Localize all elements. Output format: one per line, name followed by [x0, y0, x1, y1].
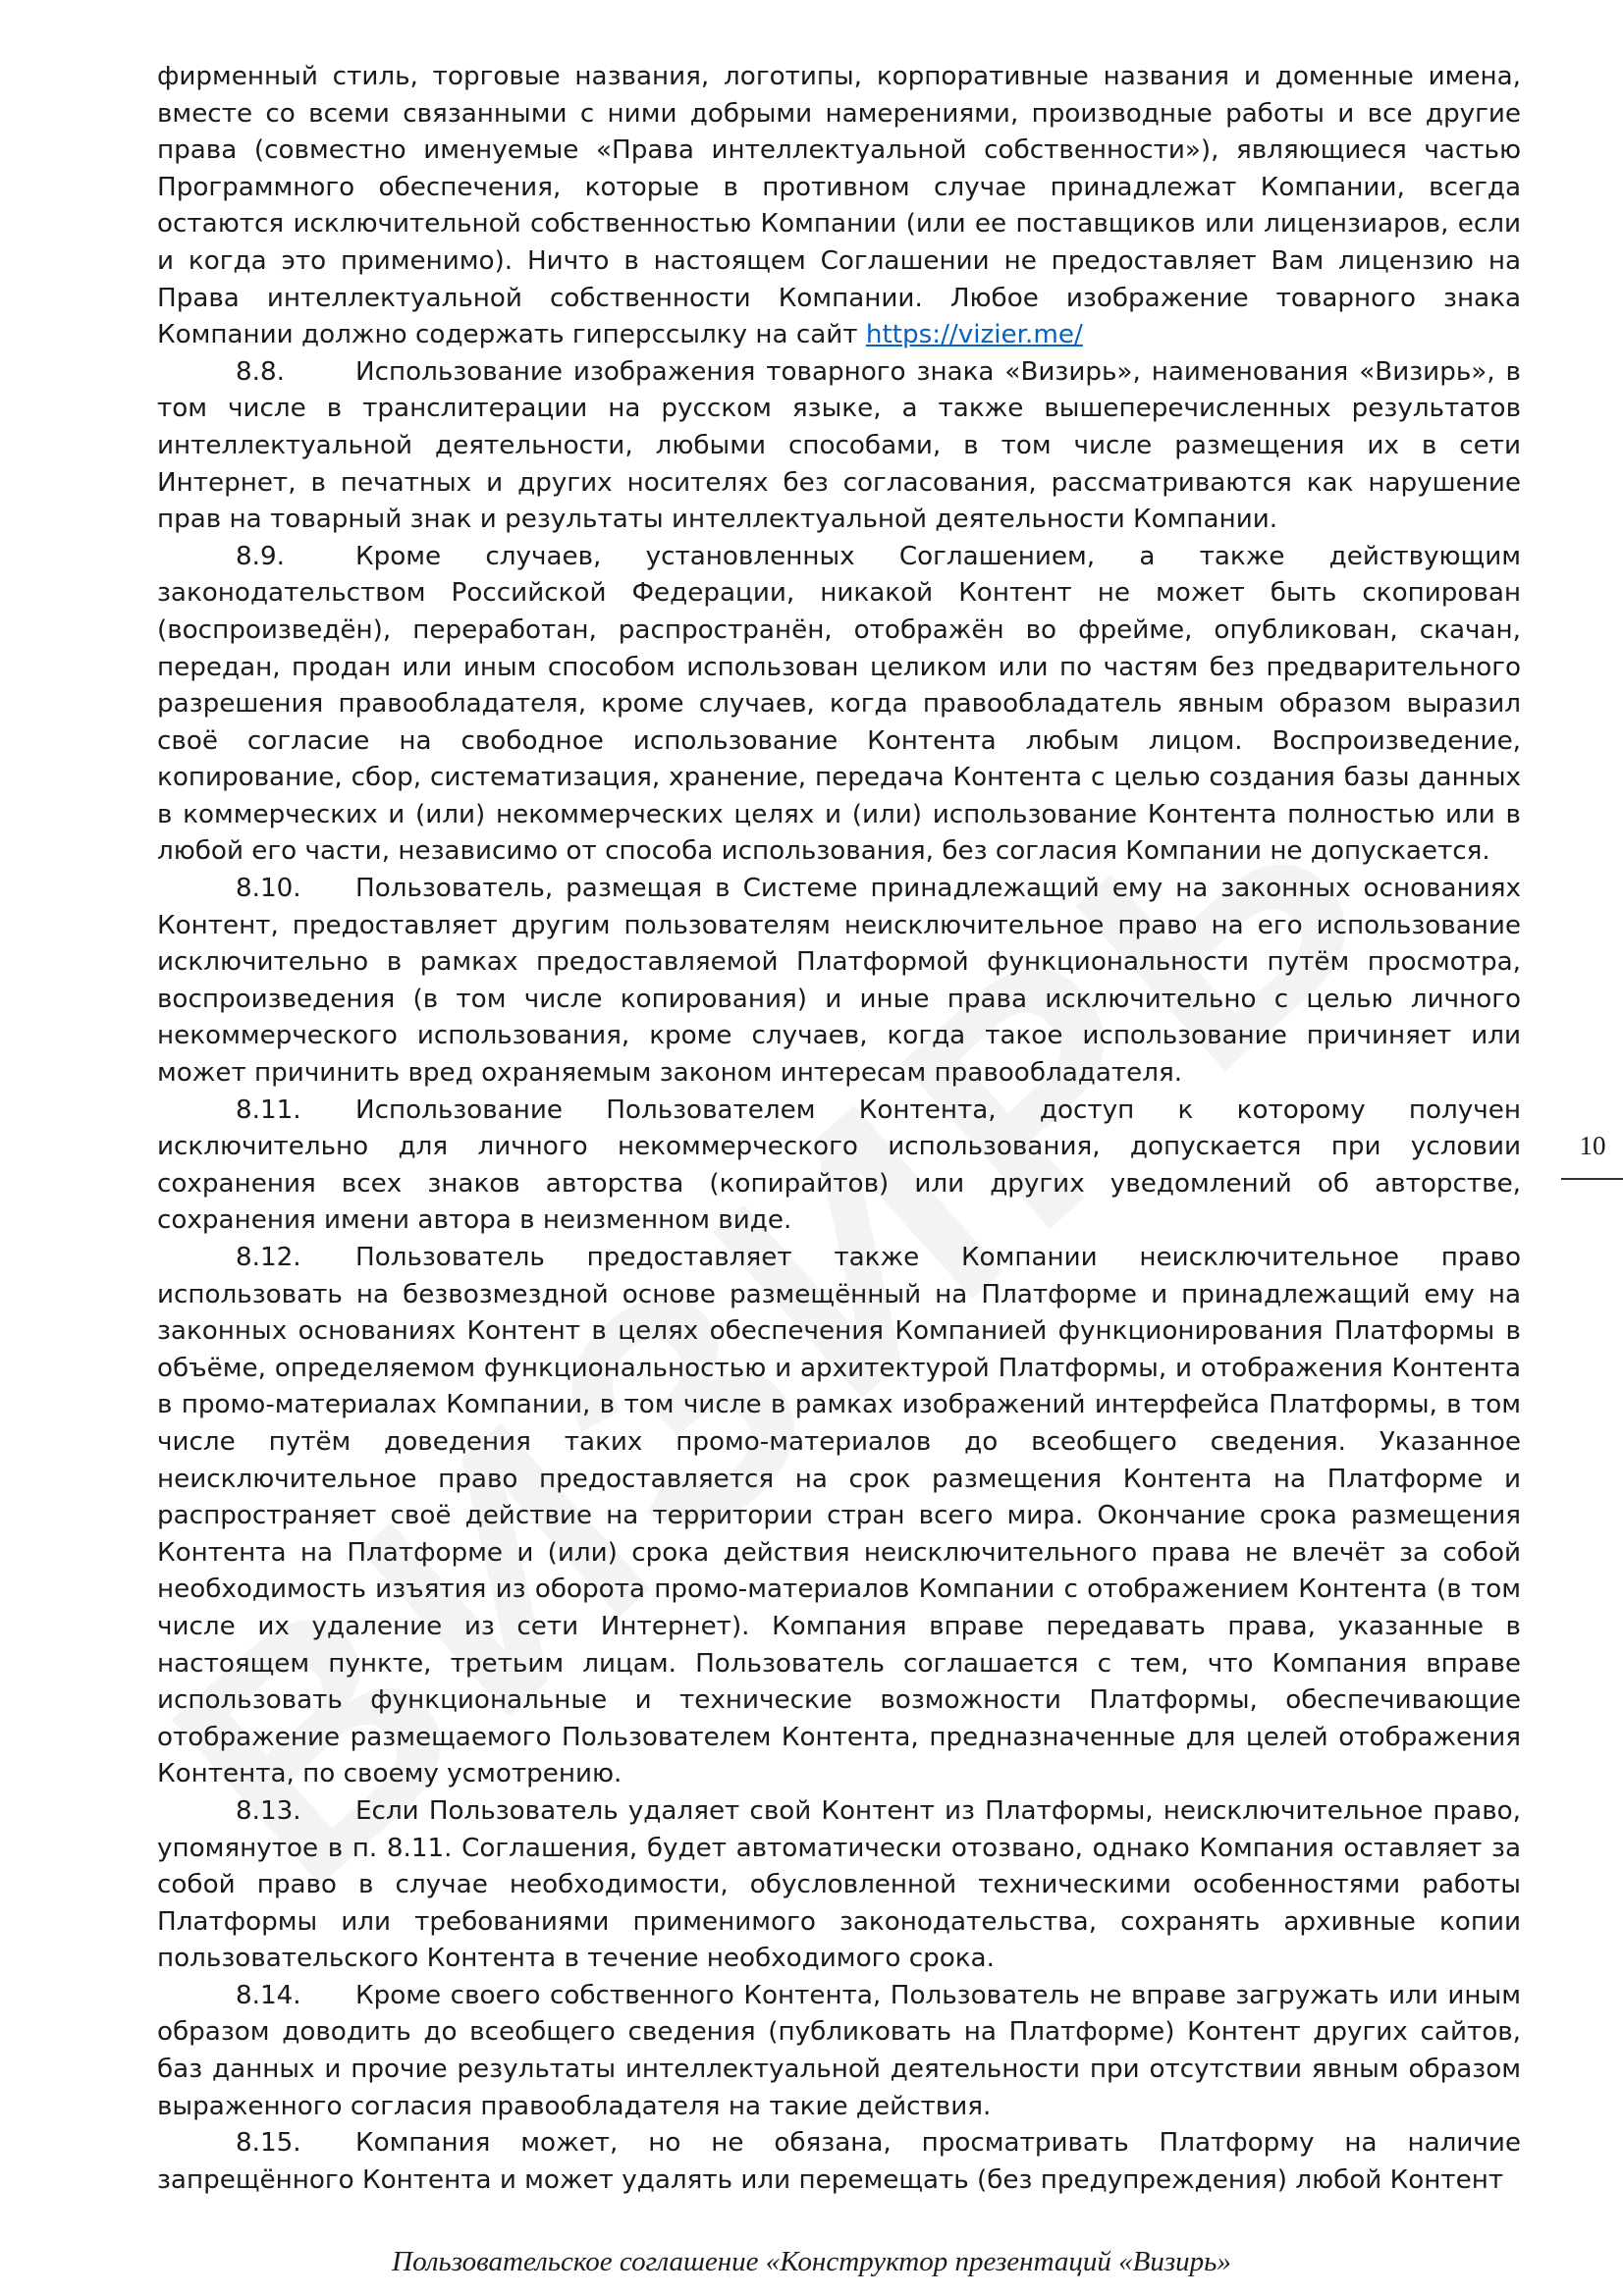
clause-text: Кроме своего собственного Контента, Пользователь не вправе загружать или иным образом доводить до всеобщего сведения (публиковать на Платформе) Контент других сайтов, баз данных и прочие результаты интеллектуальной деятельности при отсутствии явным образом выраженного согласия правообладателя на такие действия.: [157, 1980, 1521, 2121]
clause-text: Кроме случаев, установленных Соглашением, а также действующим законодательством Российской Федерации, никакой Контент не может быть скопирован (воспроизведён), переработан, распространён, отображён во фрейме, опубликован, скачан, передан, продан или иным способом использован целиком или по частям без предварительного разрешения правообладателя, кроме случаев, когда правообладатель явным образом выразил своё согласие на свободное использование Контента любым лицом. Воспроизведение, копирование, сбор, систематизация, хранение, передача Контента с целью создания базы данных в коммерческих и (или) некоммерческих целях и (или) использование Контента полностью или в любой его части, независимо от способа использования, без согласия Компании не допускается.: [157, 541, 1521, 867]
page-number-rule: [1561, 1178, 1623, 1180]
clause-8-12: [157, 1240, 1521, 1793]
clause-number: 8.11.: [236, 1095, 301, 1125]
document-body: [157, 59, 1521, 2199]
vizier-link[interactable]: https://vizier.me/: [865, 320, 1083, 350]
clause-8-9: [157, 539, 1521, 871]
clause-number: 8.13.: [236, 1795, 301, 1826]
clause-number: 8.9.: [236, 541, 285, 571]
clause-8-8: [157, 354, 1521, 539]
clause-text: Компания может, но не обязана, просматривать Платформу на наличие запрещённого Контента и может удалять или перемещать (без предупреждения) любой Контент: [157, 2128, 1521, 2195]
clause-text: Пользователь, размещая в Системе принадлежащий ему на законных основаниях Контент, предоставляет другим пользователям неисключительное право на его использование исключительно в рамках предоставляемой Платформой функциональности путём просмотра, воспроизведения (в том числе копирования) и иные права исключительно с целью личного некоммерческого использования, кроме случаев, когда такое использование причиняет или может причинить вред охраняемым законом интересам правообладателя.: [157, 874, 1521, 1089]
clause-text: Использование Пользователем Контента, доступ к которому получен исключительно для личного некоммерческого использования, допускается при условии сохранения всех знаков авторства (копирайтов) или других уведомлений об авторстве, сохранения имени автора в неизменном виде.: [157, 1095, 1521, 1236]
clause-number: 8.8.: [236, 356, 285, 387]
footer-title: Пользовательское соглашение «Конструктор презентаций «Визирь»: [392, 2246, 1231, 2277]
clause-number: 8.12.: [236, 1243, 301, 1272]
intro-paragraph: [157, 59, 1521, 354]
page-number: 10: [1579, 1131, 1606, 1160]
clause-8-10: [157, 871, 1521, 1093]
clause-number: 8.14.: [236, 1980, 301, 2010]
clause-text: Использование изображения товарного знака «Визирь», наименования «Визирь», в том числе в транслитерации на русском языке, а также вышеперечисленных результатов интеллектуальной деятельности, любыми способами, в том числе размещения их в сети Интернет, в печатных и других носителях без согласования, рассматриваются как нарушение прав на товарный знак и результаты интеллектуальной деятельности Компании.: [157, 356, 1521, 535]
clause-8-15: [157, 2125, 1521, 2199]
clause-text: Если Пользователь удаляет свой Контент из Платформы, неисключительное право, упомянутое в п. 8.11. Соглашения, будет автоматически отозвано, однако Компания оставляет за собой право в случае необходимости, обусловленной техническими особенностями работы Платформы или требованиями применимого законодательства, сохранять архивные копии пользовательского Контента в течение необходимого срока.: [157, 1795, 1521, 1974]
clause-8-14: [157, 1978, 1521, 2125]
clause-text: Пользователь предоставляет также Компании неисключительное право использовать на безвозмездной основе размещённый на Платформе и принадлежащий ему на законных основаниях Контент в целях обеспечения Компанией функционирования Платформы в объёме, определяемом функциональностью и архитектурой Платформы, и отображения Контента в промо-материалах Компании, в том числе в рамках изображений интерфейса Платформы, в том числе путём доведения таких промо-материалов до всеобщего сведения. Указанное неисключительное право предоставляется на срок размещения Контента на Платформе и распространяет своё действие на территории стран всего мира. Окончание срока размещения Контента на Платформе и (или) срока действия неисключительного права не влечёт за собой необходимость изъятия из оборота промо-материалов Компании с отображением Контента (в том числе их удаление из сети Интернет). Компания вправе передавать права, указанные в настоящем пункте, третьим лицам. Пользователь соглашается с тем, что Компания вправе использовать функциональные и технические возможности Платформы, обеспечивающие отображение размещаемого Пользователем Контента, предназначенные для целей отображения Контента, по своему усмотрению.: [157, 1243, 1521, 1789]
clause-8-13: [157, 1793, 1521, 1978]
intro-text: фирменный стиль, торговые названия, логотипы, корпоративные названия и доменные имена, вместе со всеми связанными с ними добрыми намерениями, производные работы и все другие права (совместно именуемые «Права интеллектуальной собственности»), являющиеся частью Программного обеспечения, которые в противном случае принадлежат Компании, всегда остаются исключительной собственностью Компании (или ее поставщиков или лицензиаров, если и когда это применимо). Ничто в настоящем Соглашении не предоставляет Вам лицензию на Права интеллектуальной собственности Компании. Любое изображение товарного знака Компании должно содержать гиперссылку на сайт: [157, 62, 1521, 350]
clause-number: 8.15.: [236, 2128, 301, 2159]
clause-number: 8.10.: [236, 874, 301, 904]
clause-8-11: [157, 1093, 1521, 1240]
